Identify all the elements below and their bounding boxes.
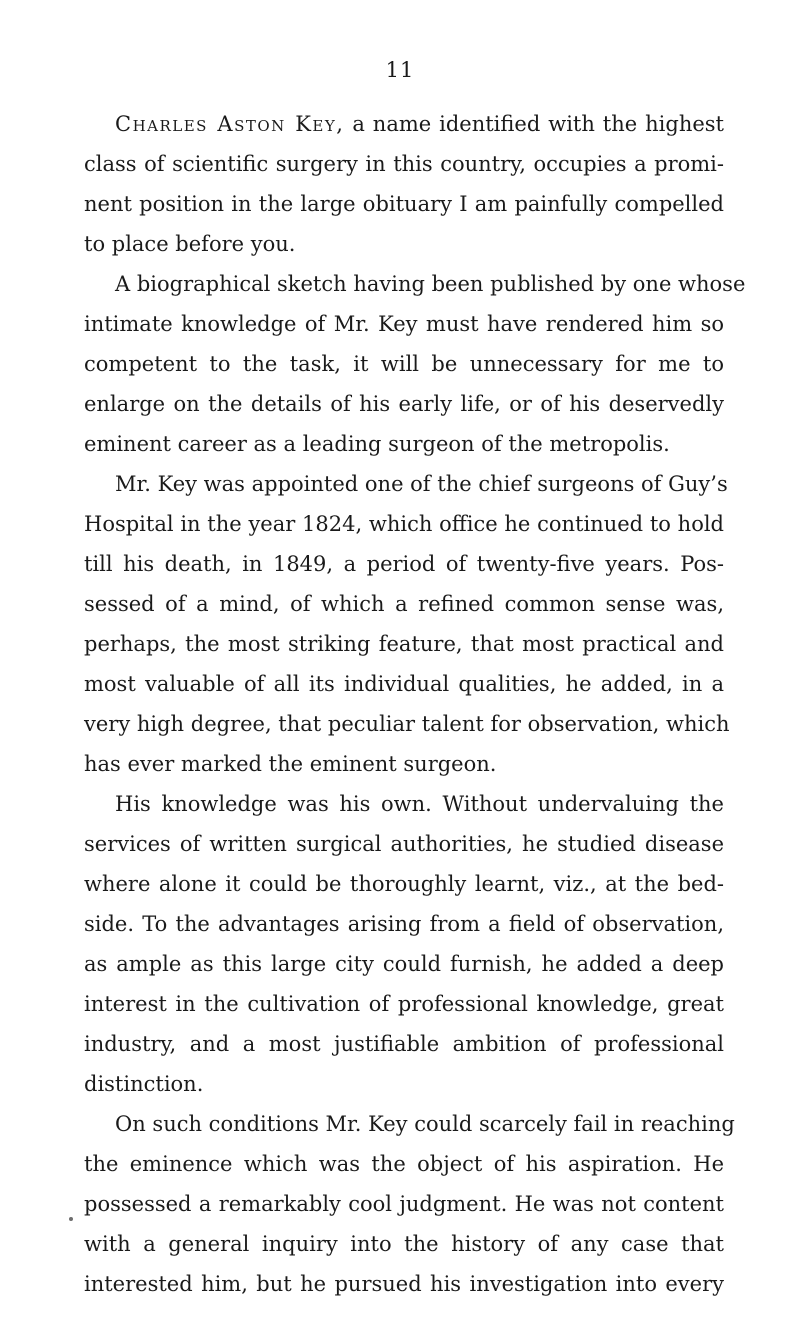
- text-line: interest in the cultivation of professional knowledge, great: [84, 992, 724, 1016]
- text-line: A biographical sketch having been published by one whose: [115, 272, 746, 296]
- text-line: most valuable of all its individual qualities, he added, in a: [84, 672, 724, 696]
- text-line: where alone it could be thoroughly learnt, viz., at the bed-: [84, 872, 724, 896]
- paragraph: [84, 464, 730, 784]
- text-line: industry, and a most justifiable ambition of professional: [84, 1032, 724, 1056]
- text-line: till his death, in 1849, a period of twenty-five years. Pos-: [84, 552, 724, 576]
- text-line: services of written surgical authorities, he studied disease: [84, 832, 724, 856]
- subject-name: Charles Aston Key,: [115, 112, 345, 136]
- text-line: eminent career as a leading surgeon of the metropolis.: [84, 432, 670, 456]
- paragraph: [84, 104, 724, 264]
- text-line: Mr. Key was appointed one of the chief surgeons of Guy’s: [115, 472, 728, 496]
- text-line: Hospital in the year 1824, which office he continued to hold: [84, 512, 724, 536]
- text-line: very high degree, that peculiar talent for observation, which: [84, 712, 730, 736]
- text-line: as ample as this large city could furnish, he added a deep: [84, 952, 724, 976]
- text-line: enlarge on the details of his early life, or of his deservedly: [84, 392, 724, 416]
- text-line: side. To the advantages arising from a field of observation,: [84, 912, 724, 936]
- text-line: nent position in the large obituary I am painfully compelled: [84, 192, 724, 216]
- paragraph: [84, 264, 746, 464]
- text-line: perhaps, the most striking feature, that most practical and: [84, 632, 724, 656]
- text-line: sessed of a mind, of which a refined common sense was,: [84, 592, 724, 616]
- text-line: class of scientific surgery in this country, occupies a promi-: [84, 152, 724, 176]
- page-number: 11: [385, 58, 415, 82]
- text-line: possessed a remarkably cool judgment. He was not content: [84, 1192, 724, 1216]
- text-line: competent to the task, it will be unnecessary for me to: [84, 352, 724, 376]
- text-line: with a general inquiry into the history of any case that: [84, 1232, 724, 1256]
- text-line: the eminence which was the object of his aspiration. He: [84, 1152, 724, 1176]
- paragraph: [84, 784, 724, 1104]
- paragraph: [84, 1104, 735, 1304]
- text-line: On such conditions Mr. Key could scarcely fail in reaching: [115, 1112, 735, 1136]
- text-line: His knowledge was his own. Without undervaluing the: [115, 792, 724, 816]
- text-line: to place before you.: [84, 232, 296, 256]
- text-line: Charles Aston Key, a name identified with the highest: [115, 112, 724, 136]
- text-line: distinction.: [84, 1072, 204, 1096]
- ink-speck: [69, 1217, 73, 1221]
- body-text: [84, 104, 746, 1304]
- text-line: has ever marked the eminent surgeon.: [84, 752, 497, 776]
- text-line: interested him, but he pursued his investigation into every: [84, 1272, 724, 1296]
- text-line: intimate knowledge of Mr. Key must have rendered him so: [84, 312, 724, 336]
